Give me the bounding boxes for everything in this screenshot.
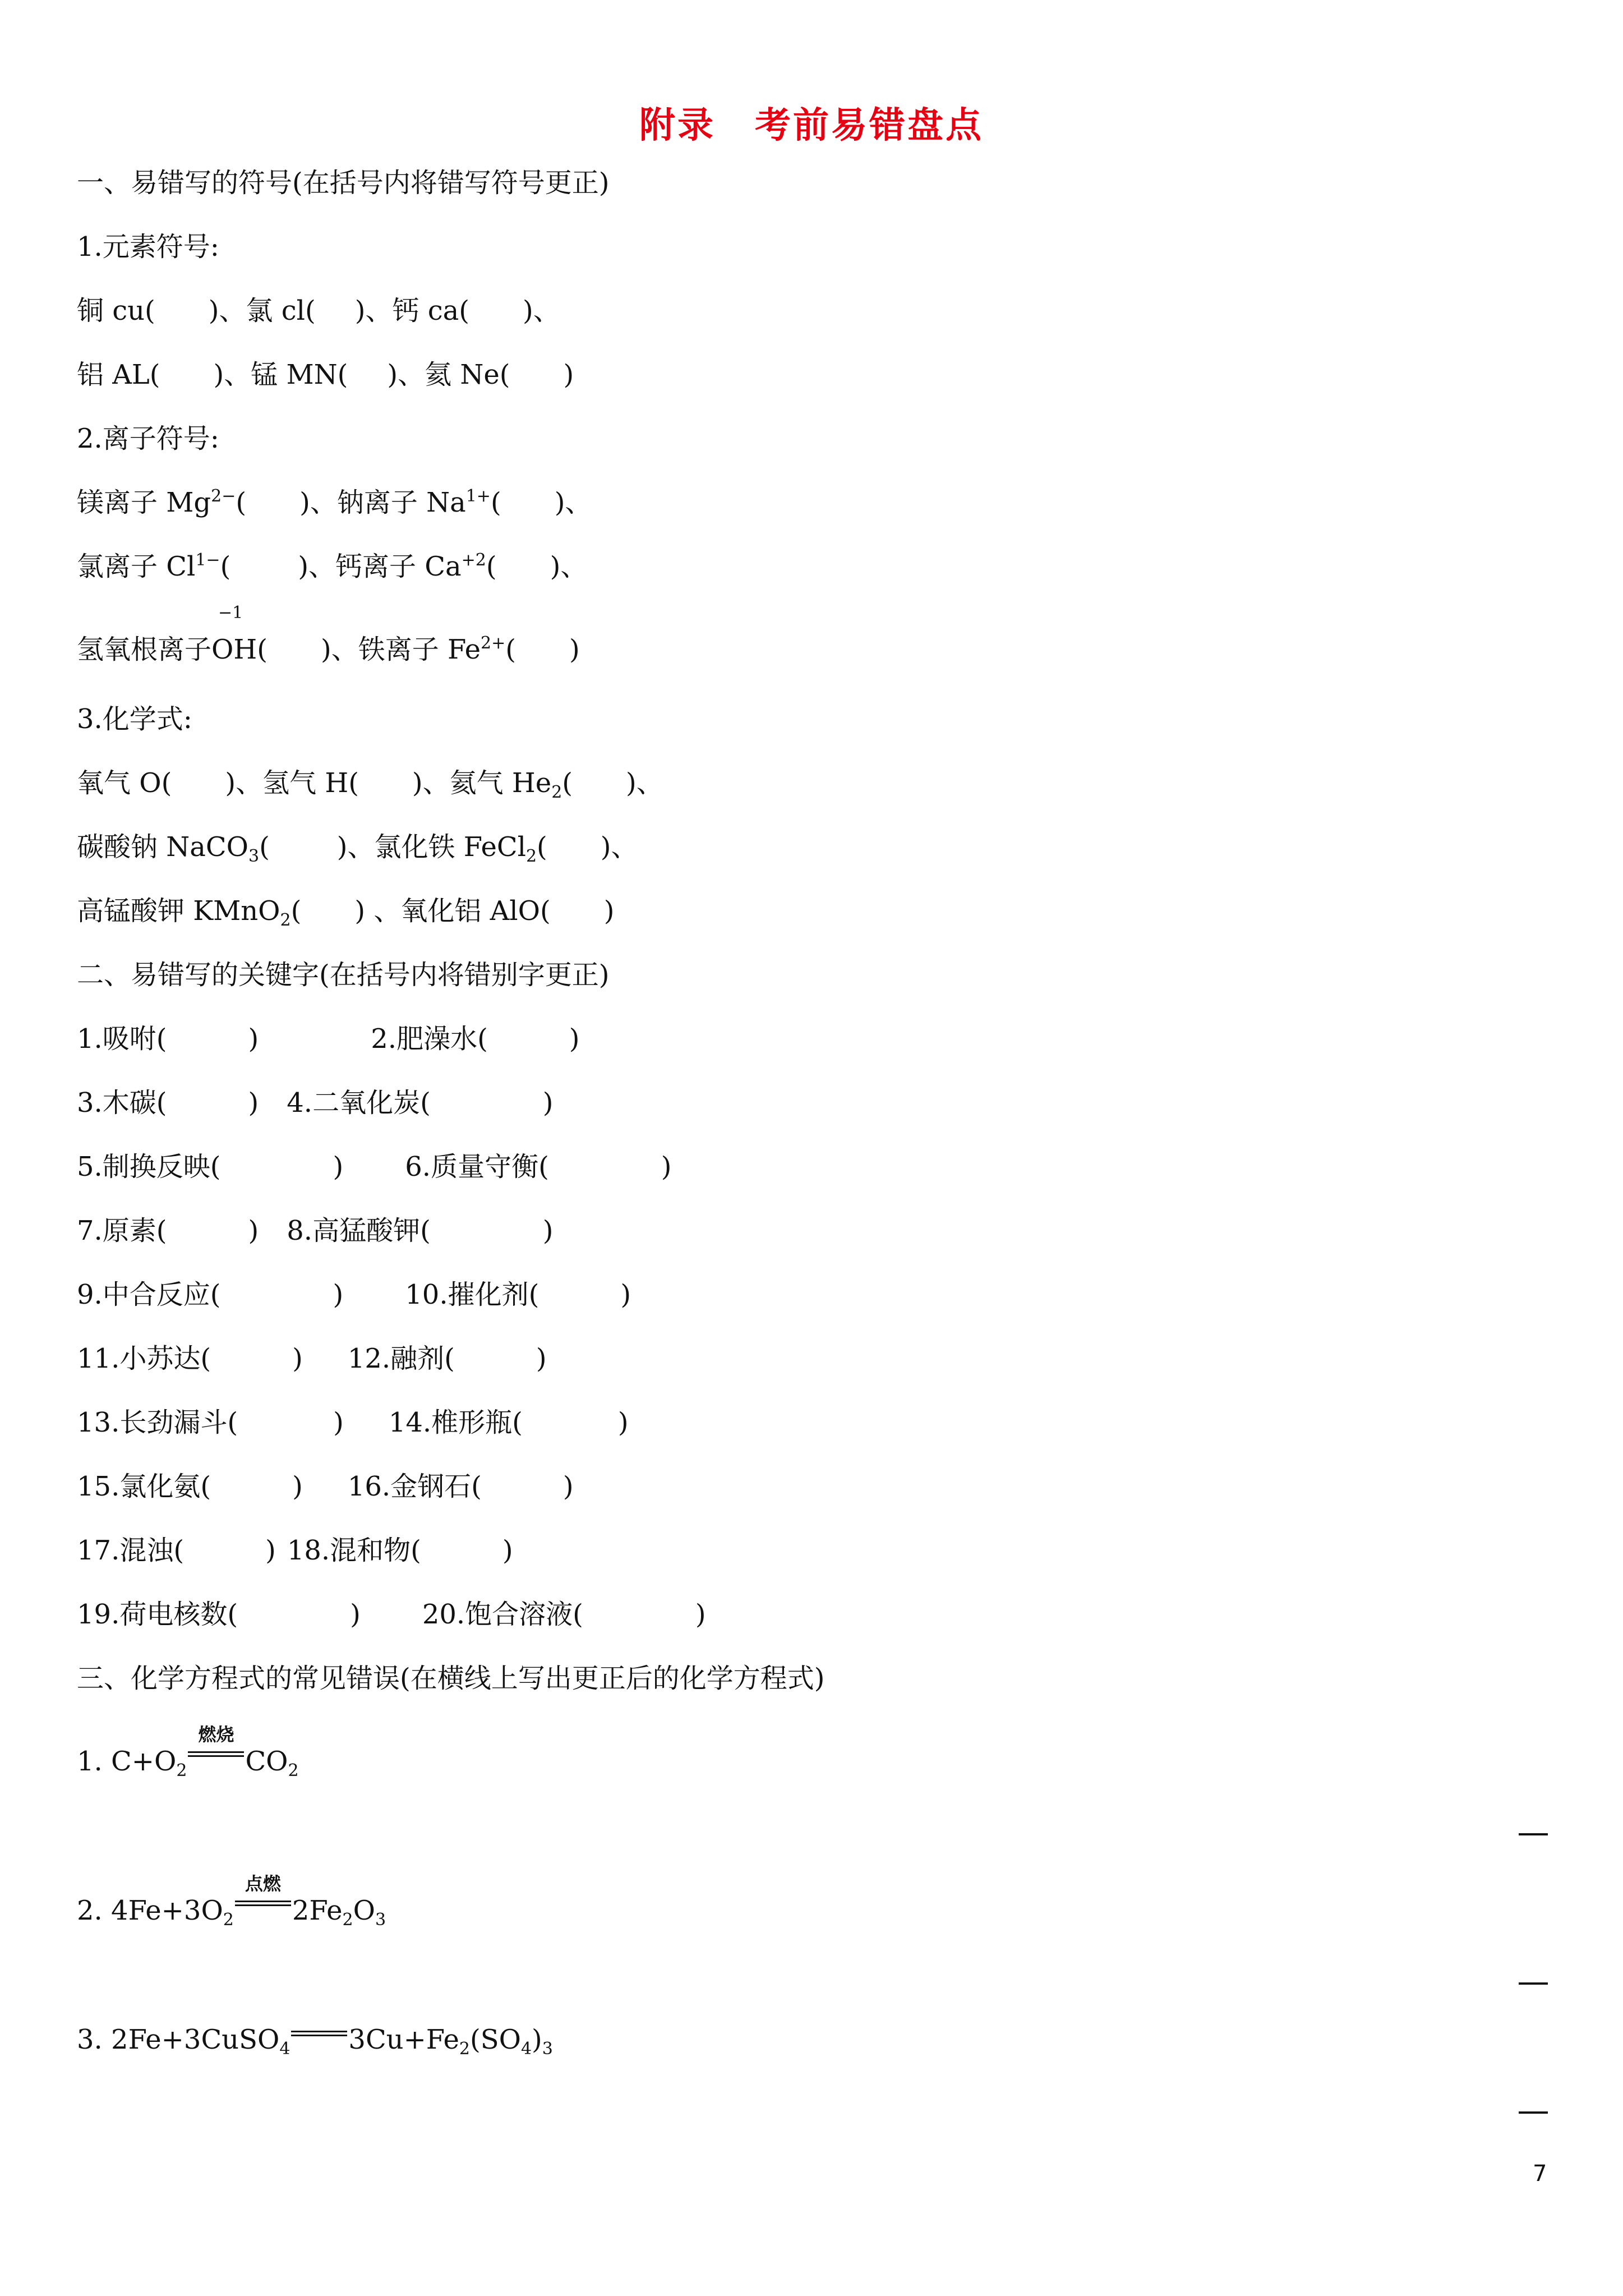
title-part-appendix: 附录: [639, 105, 716, 146]
page-number: 7: [1533, 2161, 1547, 2187]
keyword-row-8: 15.氯化氨( ) 16.金钢石( ): [77, 1471, 574, 1502]
keyword-row-7: 13.长劲漏斗( ) 14.椎形瓶( ): [77, 1407, 629, 1438]
section1-sub1: 1.元素符号:: [77, 231, 219, 263]
answer-line-3: [1519, 2111, 1548, 2114]
elements-row1: 铜 cu( )、氯 cl( )、钙 ca( )、: [77, 295, 560, 326]
ions-row3: 氢氧根离子 −1 OH( )、铁离子 $Fe^{2+}$( ): [77, 603, 580, 665]
section2-heading: 二、易错写的关键字(在括号内将错别字更正): [77, 959, 610, 991]
keyword-row-5: 9.中合反应( ) 10.摧化剂( ): [77, 1279, 631, 1310]
section3-heading: 三、化学方程式的常见错误(在横线上写出更正后的化学方程式): [77, 1663, 825, 1694]
formula-row1: 氧气 O( )、氢气 H( )、氦气 $He_2$( )、: [77, 767, 663, 802]
keyword-row-4: 7.原素( ) 8.高猛酸钾( ): [77, 1215, 554, 1246]
section1-sub2: 2.离子符号:: [77, 423, 219, 454]
equation-2: 2. $4Fe+3O_2$ 点燃 $2Fe_2O_3$: [77, 1873, 386, 1930]
condition-burn-label: 燃烧: [198, 1724, 234, 1745]
keyword-row-1: 1.吸咐( ) 2.肥澡水( ): [77, 1023, 580, 1055]
section1-heading: 一、易错写的符号(在括号内将错写符号更正): [77, 167, 610, 199]
equals-sign-icon: [188, 1751, 244, 1757]
equation-1: 1. $C+O_2$ 燃烧 $CO_2$: [77, 1724, 299, 1780]
answer-line-1: [1519, 1833, 1548, 1835]
elements-row2: 铝 AL( )、锰 MN( )、氦 Ne( ): [77, 359, 574, 390]
keyword-row-6: 11.小苏达( ) 12.融剂( ): [77, 1343, 547, 1374]
equation-3: 3. 2Fe+3CuSO$_4$ $3Cu+Fe_2(SO_4)_3$: [77, 2024, 553, 2059]
keyword-row-9: 17.混浊( ) 18.混和物( ): [77, 1535, 513, 1566]
keyword-row-10: 19.荷电核数( ) 20.饱合溶液( ): [77, 1599, 706, 1630]
equals-sign-icon: [291, 2031, 347, 2036]
condition-ignite-label: 点燃: [245, 1873, 281, 1894]
equals-sign-icon: [235, 1901, 291, 1906]
title-part-main: 考前易错盘点: [755, 105, 984, 146]
ions-row2: 氯离子 $Cl^{1-}$( )、钙离子 $Ca^{+2}$( )、: [77, 550, 588, 582]
formula-row3: 高锰酸钾 KMnO$_2$( ) 、氧化铝 AlO( ): [77, 895, 615, 930]
ions-row1: 镁离子 $Mg^{2-}$( )、钠离子 $Na^{1+}$( )、: [77, 486, 592, 518]
page-title: [0, 96, 1623, 148]
formula-row2: 碳酸钠 NaCO$_3$( )、氯化铁 FeCl$_2$( )、: [77, 831, 638, 866]
section1-sub3: 3.化学式:: [77, 703, 192, 735]
keyword-row-3: 5.制换反映( ) 6.质量守衡( ): [77, 1151, 672, 1182]
keyword-row-2: 3.木碳( ) 4.二氧化炭( ): [77, 1087, 554, 1119]
answer-line-2: [1519, 1982, 1548, 1985]
